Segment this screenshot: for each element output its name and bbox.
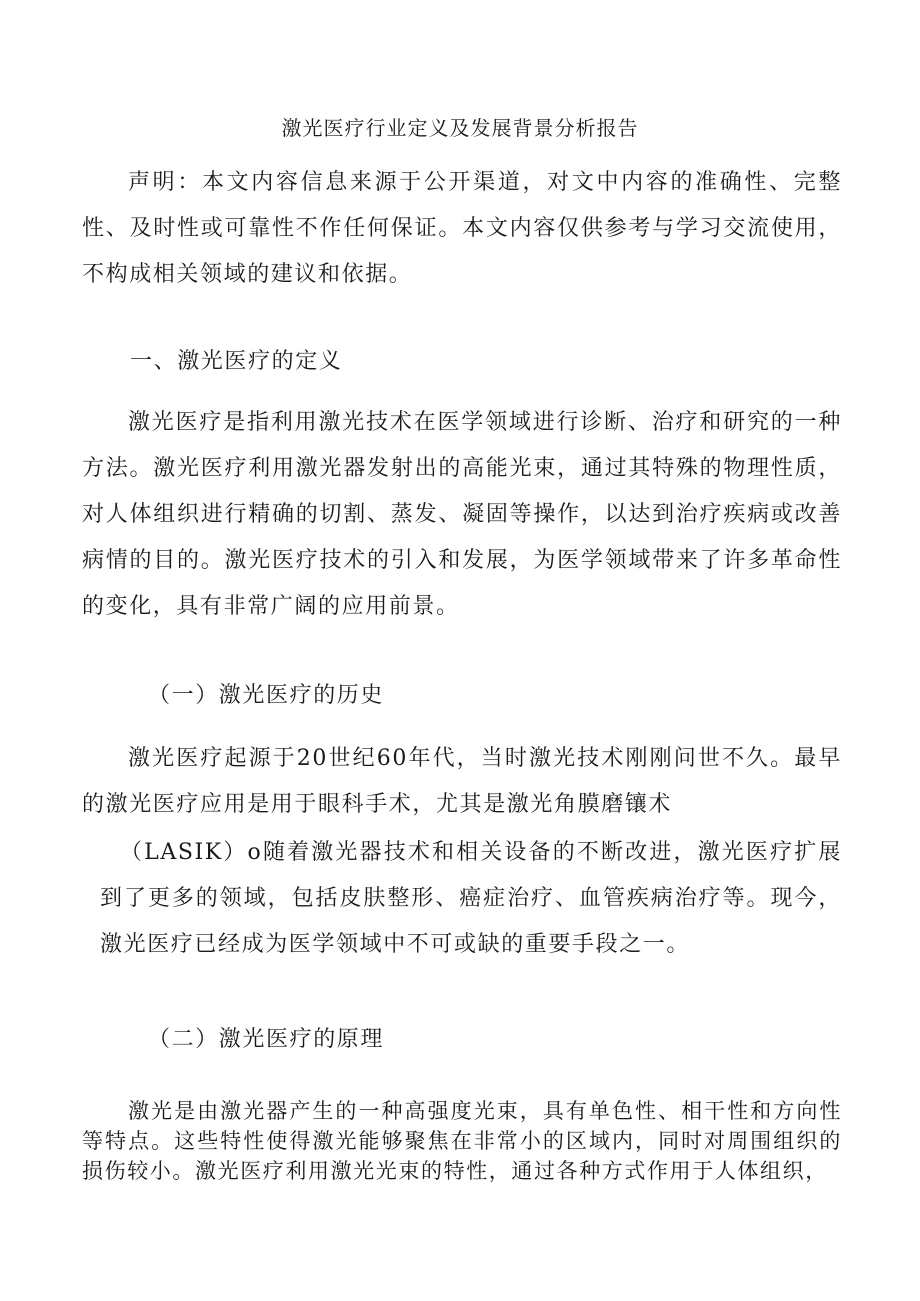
principle-paragraph: 激光是由激光器产生的一种高强度光束，具有单色性、相干性和方向性等特点。这些特性使得激光能够聚焦在非常小的区域内，同时对周围组织的损伤较小。激光医疗利用激光光束的特性，通过各种方式作用于人体组织， bbox=[82, 1099, 842, 1183]
definition-paragraph: 激光医疗是指利用激光技术在医学领域进行诊断、治疗和研究的一种方法。激光医疗利用激光器发射出的高能光束，通过其特殊的物理性质，对人体组织进行精确的切割、蒸发、凝固等操作，以达到治疗疾病或改善病情的目的。激光医疗技术的引入和发展，为医学领域带来了许多革命性的变化，具有非常广阔的应用前景。 bbox=[82, 410, 842, 619]
history-paragraph-part2: （LASIK）o随着激光器技术和相关设备的不断改进，激光医疗扩展到了更多的领域，包括皮肤整形、癌症治疗、血管疾病治疗等。现今，激光医疗已经成为医学领域中不可或缺的重要手段之一。 bbox=[100, 840, 842, 957]
subsection-heading-principle: （二）激光医疗的原理 bbox=[148, 1027, 385, 1052]
subsection-heading-history: （一）激光医疗的历史 bbox=[148, 683, 385, 708]
document-title: 激光医疗行业定义及发展背景分析报告 bbox=[281, 116, 639, 140]
history-paragraph-part1: 激光医疗起源于20世纪60年代，当时激光技术刚刚问世不久。最早的激光医疗应用是用于眼科手术，尤其是激光角膜磨镶术 bbox=[82, 746, 842, 817]
section-heading-definition: 一、激光医疗的定义 bbox=[130, 349, 343, 374]
disclaimer-paragraph: 声明：本文内容信息来源于公开渠道，对文中内容的准确性、完整性、及时性或可靠性不作任何保证。本文内容仅供参考与学习交流使用，不构成相关领域的建议和依据。 bbox=[82, 170, 842, 287]
